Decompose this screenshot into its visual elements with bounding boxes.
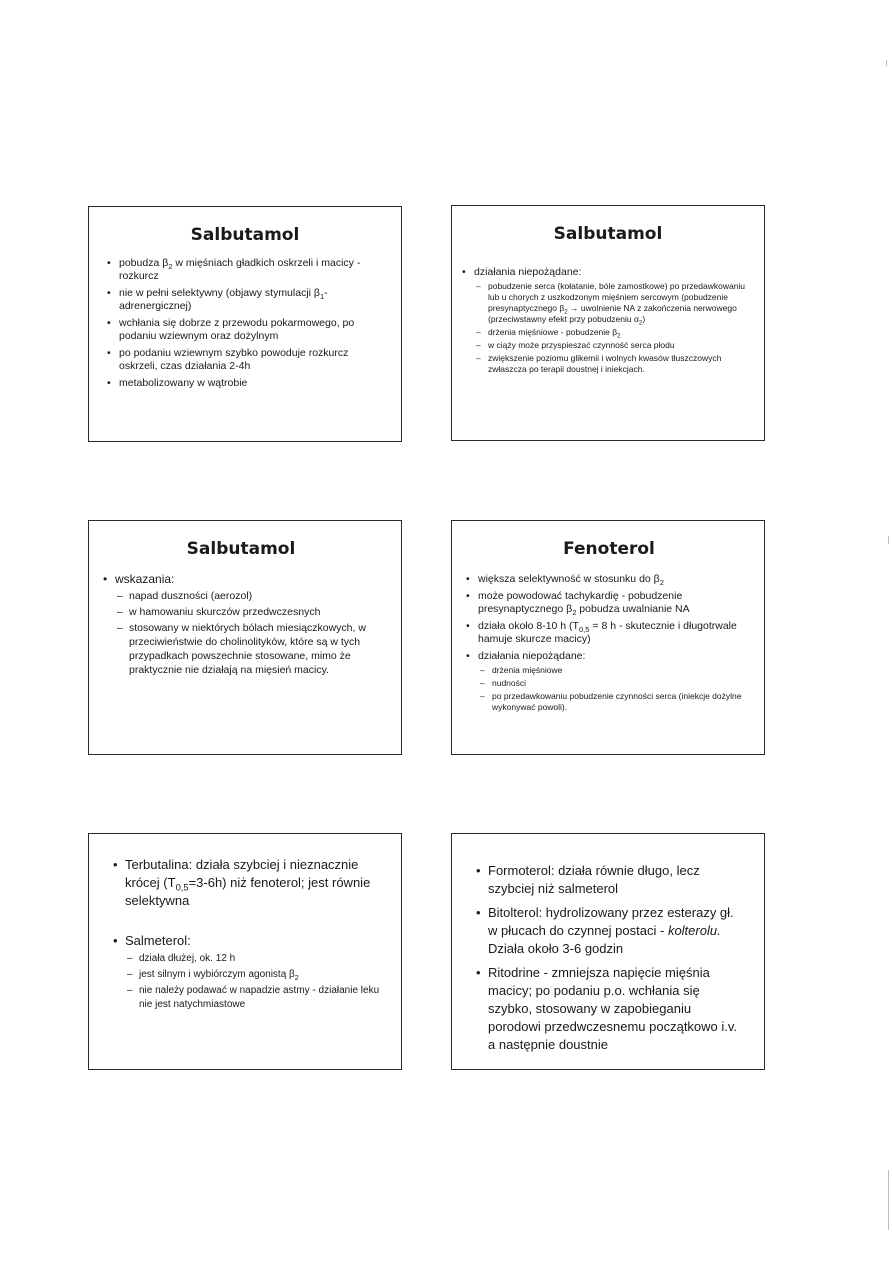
- scan-mark: [888, 536, 889, 544]
- slide-salbutamol-1: [88, 206, 402, 442]
- bullet-list: [474, 862, 746, 1054]
- list-item: • wchłania się dobrze z przewodu pokarmowego, po podaniu wziewnym oraz dożylnym: [105, 317, 381, 343]
- list-item: • działa około 8-10 h ($T_{0,5} = 8$ h - skutecznie i długotrwale hamuje skurcze macicy): [464, 620, 754, 646]
- list-item: • może powodować tachykardię - pobudzenie presynaptycznego $\beta_2$ pobudza uwalnianie NA: [464, 590, 754, 616]
- slide-salbutamol-2: [451, 205, 765, 441]
- list-item: – pobudzenie serca (kołatanie, bóle zamostkowe) po przedawkowaniu lub u chorych z uszkodzonym mięśniem sercowym (pobudzenie presynaptycznego $\beta_2$ → uwolnienie NA z zakończenia nerwowego (przeciwstawny efekt przy pobudzeniu $\alpha_2$): [474, 281, 756, 325]
- list-item: – w ciąży może przyspieszać czynność serca płodu: [474, 340, 756, 351]
- list-item: – drżenia mięśniowe: [478, 665, 754, 676]
- slide-formoterol-bitolterol-ritodrine: [451, 833, 765, 1070]
- slide-terbutalina-salmeterol: [88, 833, 402, 1070]
- list-item: – nudności: [478, 678, 754, 689]
- list-item: • wskazania: – napad duszności (aerozol) – w hamowaniu skurczów przedwczesnych – stosowany w niektórych bólach miesiączkowych, w przeciwieństwie do cholinolityków, które są w tych przypadkach powszechnie stosowane, mimo że praktycznie nie działają na mięsień macicy.: [101, 571, 381, 677]
- list-item: • Salmeterol: – działa dłużej, ok. 12 h – jest silnym i wybiórczym agonistą $\beta_2$ – nie należy podawać w napadzie astmy - działanie leku nie jest natychmiastowe: [111, 932, 381, 1012]
- bullet-list: [464, 573, 754, 713]
- sub-list: [478, 665, 754, 713]
- list-item: – napad duszności (aerozol): [115, 589, 381, 603]
- list-item: • nie w pełni selektywny (objawy stymulacji $\beta_1-adrenergicznej$): [105, 287, 381, 313]
- slide-fenoterol: [451, 520, 765, 755]
- list-item: • Terbutalina: działa szybciej i nieznacznie krócej $(T_{0,5}=3-6h)$ niż fenoterol; jest równie selektywna: [111, 856, 381, 910]
- sub-list: [115, 589, 381, 677]
- slide-title: Fenoterol: [563, 539, 655, 559]
- list-item: – po przedawkowaniu pobudzenie czynności serca (iniekcje dożylne wykonywać powoli).: [478, 691, 754, 713]
- bullet-list: [103, 257, 387, 390]
- list-item: • Ritodrine - zmniejsza napięcie mięśnia macicy; po podaniu p.o. wchłania się szybko, stosowany w zapobieganiu porodowi przedwczesnemu początkowo i.v. a następnie doustnie: [474, 964, 746, 1054]
- list-item: – jest silnym i wybiórczym agonistą $\beta_2$: [125, 968, 381, 982]
- list-item: – w hamowaniu skurczów przedwczesnych: [115, 605, 381, 619]
- bullet-list: [111, 856, 381, 1012]
- sub-list: [474, 281, 756, 375]
- list-item: • Formoterol: działa równie długo, lecz szybciej niż salmeterol: [474, 862, 746, 898]
- list-item: – działa dłużej, ok. 12 h: [125, 952, 381, 966]
- list-item: • Bitolterol: hydrolizowany przez esterazy gł. w płucach do czynnej postaci - kolterolu. Działa około 3-6 godzin: [474, 904, 746, 958]
- scan-mark: [888, 1170, 889, 1230]
- slide-salbutamol-3: [88, 520, 402, 755]
- list-item: • po podaniu wziewnym szybko powoduje rozkurcz oskrzeli, czas działania 2-4h: [105, 347, 381, 373]
- bullet-list: [460, 266, 756, 375]
- scan-mark: [886, 60, 887, 66]
- list-item: – nie należy podawać w napadzie astmy - działanie leku nie jest natychmiastowe: [125, 984, 381, 1012]
- bullet-list: [101, 571, 381, 677]
- slide-title: Salbutamol: [553, 224, 663, 244]
- list-item: • większa selektywność w stosunku do $\beta_2$: [464, 573, 754, 586]
- list-item: • pobudza $\beta_2$ w mięśniach gładkich oskrzeli i macicy - rozkurcz: [105, 257, 381, 283]
- list-item: – drżenia mięśniowe - pobudzenie $\beta_2$: [474, 327, 756, 338]
- slide-title: Salbutamol: [190, 225, 300, 245]
- sub-list: [125, 952, 381, 1012]
- list-item: • działania niepożądane: – drżenia mięśniowe – nudności – po przedawkowaniu pobudzenie czynności serca (iniekcje dożylne wykonywać powoli).: [464, 650, 754, 713]
- list-item: • metabolizowany w wątrobie: [105, 377, 381, 390]
- slide-title: Salbutamol: [186, 539, 296, 559]
- list-item: • działania niepożądane: – pobudzenie serca (kołatanie, bóle zamostkowe) po przedawkowaniu lub u chorych z uszkodzonym mięśniem sercowym (pobudzenie presynaptycznego $\beta_2$ → uwolnienie NA z zakończenia nerwowego (przeciwstawny efekt przy pobudzeniu $\alpha_2$) – drżenia mięśniowe - pobudzenie $\beta_2$ – w ciąży może przyspieszać czynność serca płodu – zwiększenie poziomu glikemii i wolnych kwasów tłuszczowych zwłaszcza po terapii doustnej i iniekcjach.: [460, 266, 756, 375]
- list-item: – stosowany w niektórych bólach miesiączkowych, w przeciwieństwie do cholinolityków, które są w tych przypadkach powszechnie stosowane, mimo że praktycznie nie działają na mięsień macicy.: [115, 621, 381, 677]
- list-item: – zwiększenie poziomu glikemii i wolnych kwasów tłuszczowych zwłaszcza po terapii doustnej i iniekcjach.: [474, 353, 756, 375]
